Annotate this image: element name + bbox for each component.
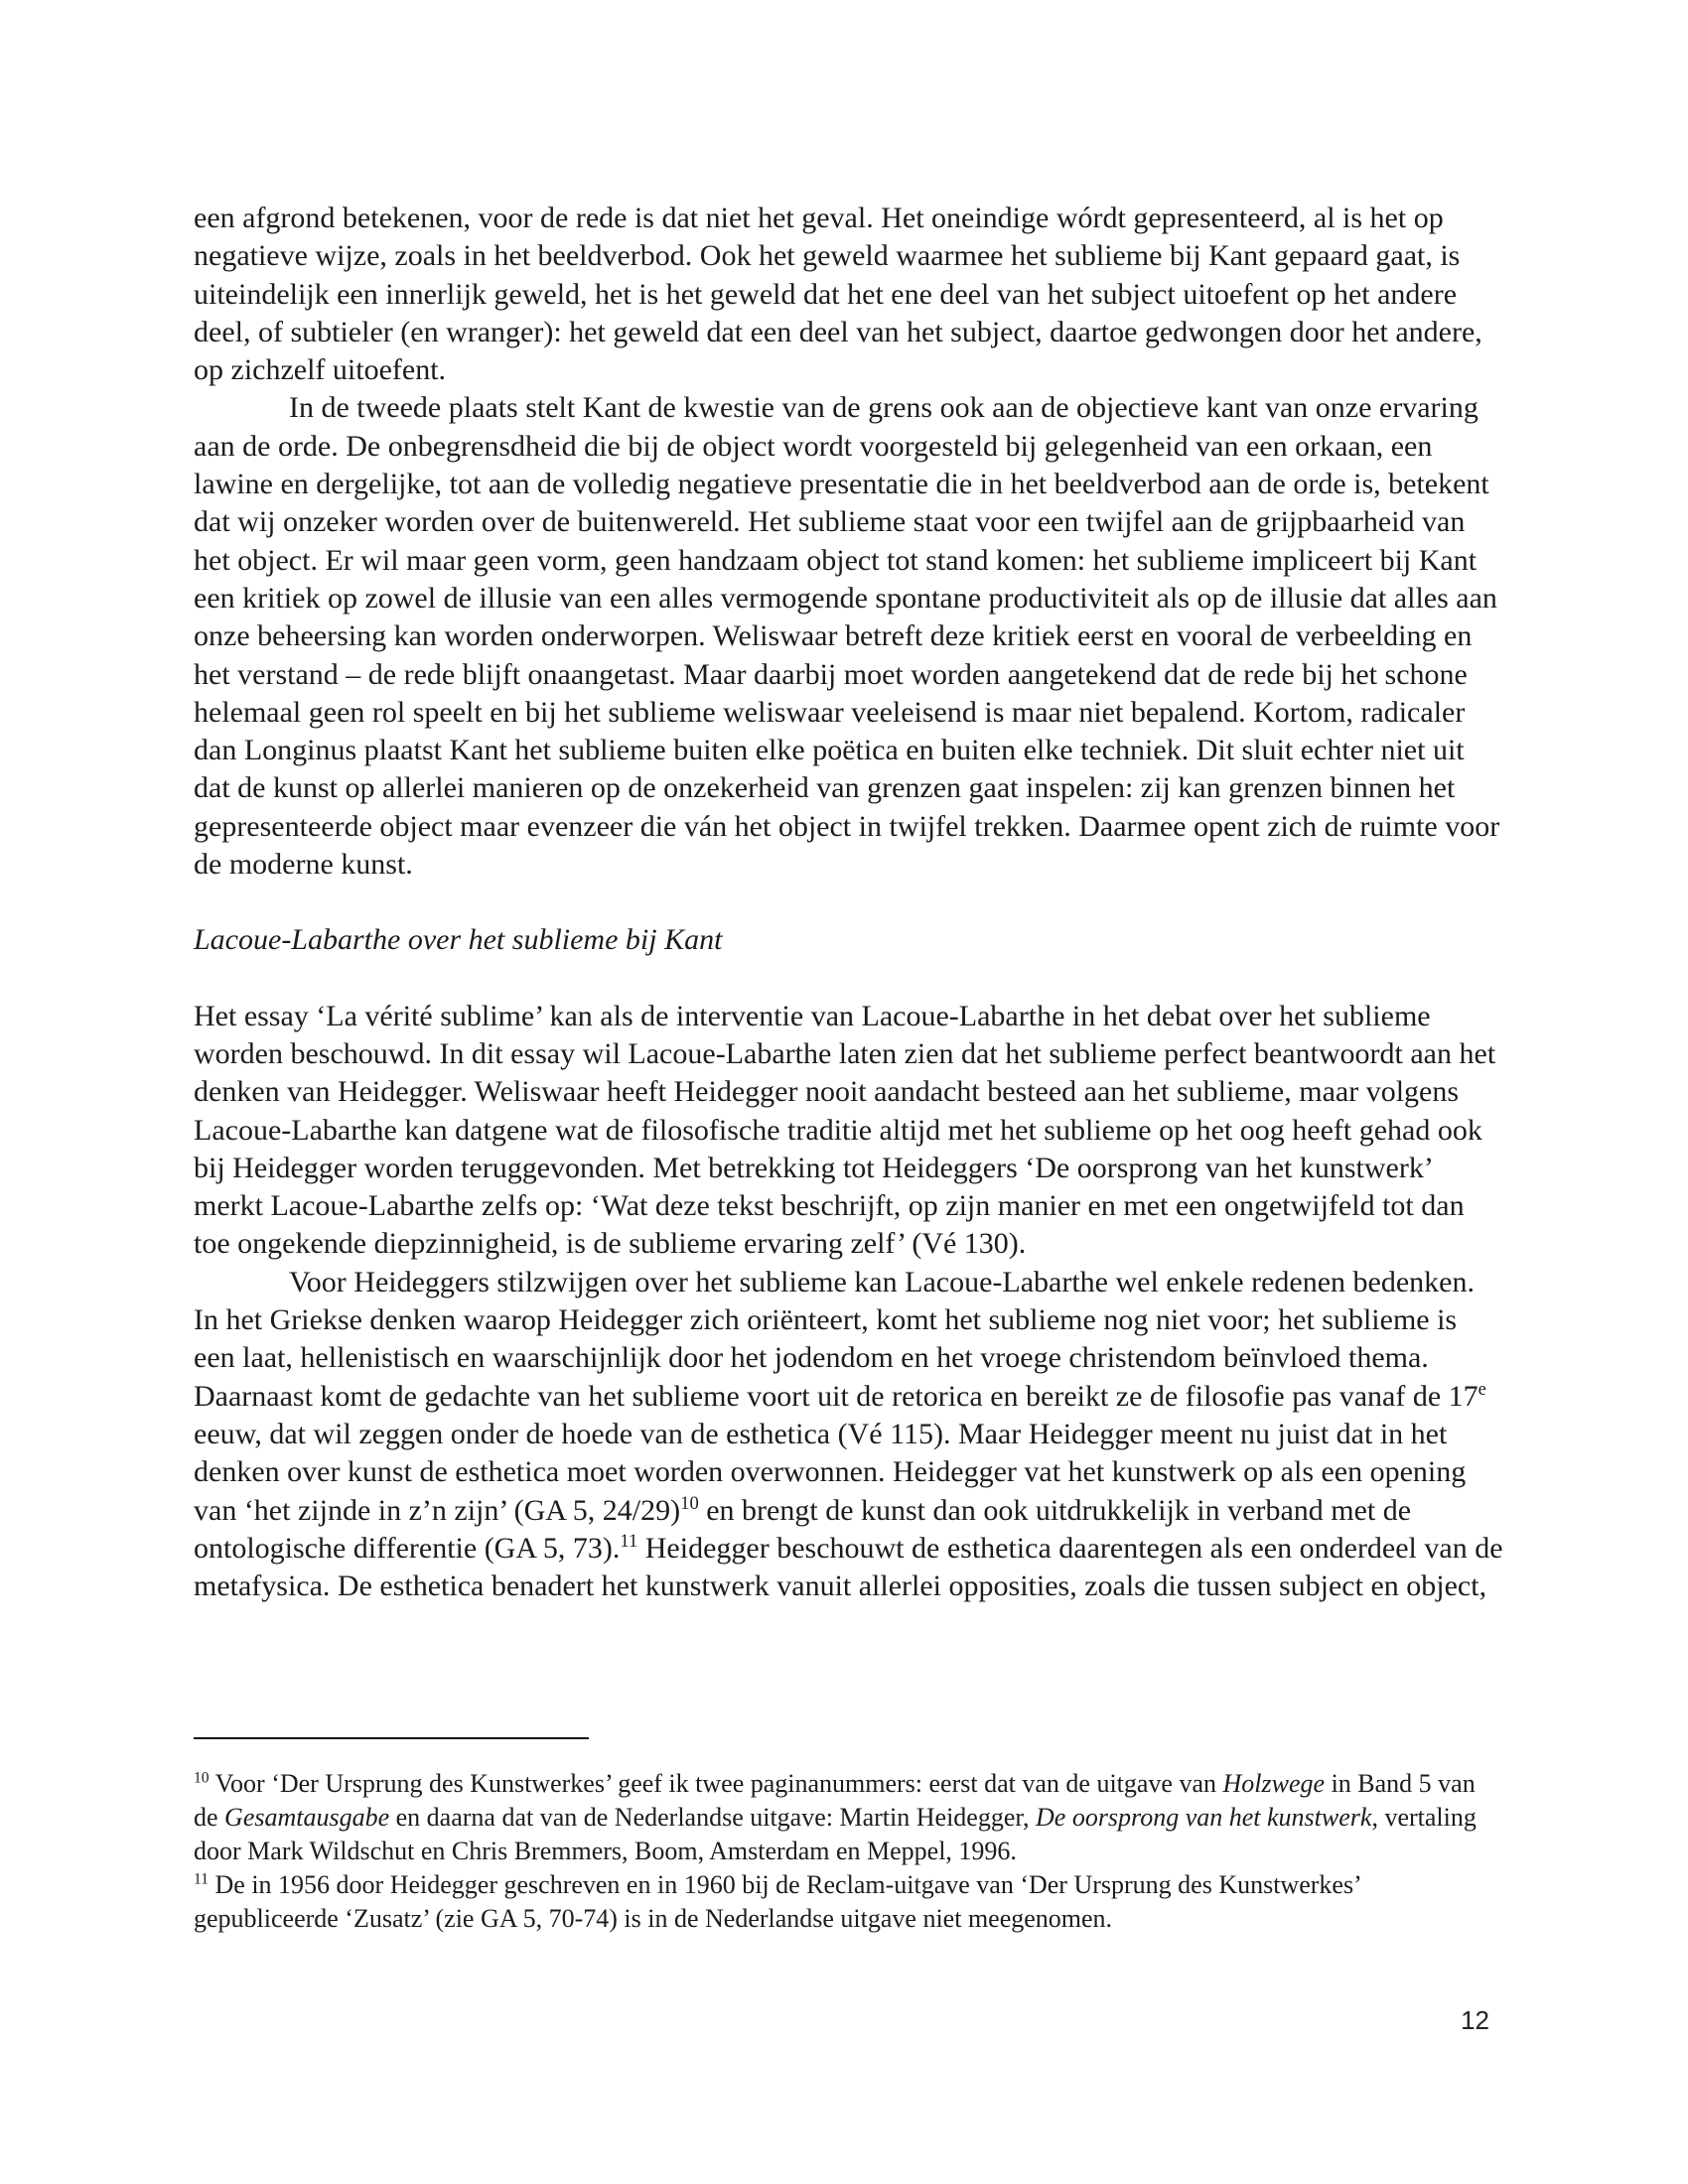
paragraph-3: Het essay ‘La vérité sublime’ kan als de interventie van Lacoue-Labarthe in het debat over het sublieme worden beschouwd. In dit essay wil Lacoue-Labarthe laten zien dat het sublieme perfect beantwoordt aan het denken van Heidegger. Weliswaar heeft Heidegger nooit aandacht besteed aan het sublieme, maar volgens Lacoue-Labarthe kan datgene wat de filosofische traditie altijd met het sublieme op het oog heeft gehad ook bij Heidegger worden teruggevonden. Met betrekking tot Heideggers ‘De oorsprong van het kunstwerk’ merkt Lacoue-Labarthe zelfs op: ‘Wat deze tekst beschrijft, op zijn manier en met een ongetwijfeld tot dan toe ongekende diepzinnigheid, is de sublieme ervaring zelf’ (Vé 130). [194, 999, 1496, 1261]
footnote-10-text-c: en daarna dat van de Nederlandse uitgave: Martin Heidegger, [389, 1803, 1036, 1832]
footnote-ref-10: 10 [680, 1492, 699, 1514]
page-number: 12 [1461, 2005, 1489, 2035]
footnote-10-text-b: in Band 5 van de [194, 1769, 1476, 1832]
paragraph-2: In de tweede plaats stelt Kant de kwestie van de grens ook aan de objectieve kant van onze ervaring aan de orde. De onbegrensdheid die bij de object wordt voorgesteld bij gelegenheid van een orkaan, een lawine en dergelijke, tot aan de volledig negatieve presentatie die in het beeldverbod aan de orde is, betekent dat wij onzeker worden over de buitenwereld. Het sublieme staat voor een twijfel aan de grijpbaarheid van het object. Er wil maar geen vorm, geen handzaam object tot stand komen: het sublieme impliceert bij Kant een kritiek op zowel de illusie van een alles vermogende spontane productiviteit als op de illusie dat alles aan onze beheersing kan worden onderworpen. Weliswaar betreft deze kritiek eerst en vooral de verbeelding en het verstand – de rede blijft onaangetast. Maar daarbij moet worden aangetekend dat de rede bij het schone helemaal geen rol speelt en bij het sublieme weliswaar veeleisend is maar niet bepalend. Kortom, radicaler dan Longinus plaatst Kant het sublieme buiten elke poëtica en buiten elke techniek. Dit sluit echter niet uit dat de kunst op allerlei manieren op de onzekerheid van grenzen gaat inspelen: zij kan grenzen binnen het gepresenteerde object maar evenzeer die ván het object in twijfel trekken. Daarmee opent zich de ruimte voor de moderne kunst. [194, 391, 1500, 882]
main-text [194, 200, 1504, 1605]
paragraph-4-text-2: eeuw, dat wil zeggen onder de hoede van de esthetica (Vé 115). Maar Heidegger meent nu juist dat in het denken over kunst de esthetica moet worden overwonnen. Heidegger vat het kunstwerk op als een opening van ‘het zijnde in z’n zijn’ (GA 5, 24/29) [194, 1417, 1467, 1527]
footnote-10-italic-title: De oorsprong van het kunstwerk [1036, 1803, 1372, 1832]
section-heading: Lacoue-Labarthe over het sublieme bij Kant [194, 923, 723, 957]
footnote-10 [194, 1767, 1504, 1868]
footnotes [194, 1767, 1504, 1936]
paragraph-1: een afgrond betekenen, voor de rede is dat niet het geval. Het oneindige wórdt gepresenteerd, al is het op negatieve wijze, zoals in het beeldverbod. Ook het geweld waarmee het sublieme bij Kant gepaard gaat, is uiteindelijk een innerlijk geweld, het is het geweld dat het ene deel van het subject uitoefent op het andere deel, of subtieler (en wranger): het geweld dat een deel van het subject, daartoe gedwongen door het andere, op zichzelf uitoefent. [194, 202, 1482, 387]
footnote-separator [194, 1737, 589, 1739]
footnote-11 [194, 1868, 1504, 1936]
footnote-10-text-a: Voor ‘Der Ursprung des Kunstwerkes’ geef ik twee paginanummers: eerst dat van de uitgave van [209, 1769, 1223, 1798]
footnote-10-italic-holzwege: Holzwege [1222, 1769, 1326, 1798]
footnote-10-italic-gesamtausgabe: Gesamtausgabe [224, 1803, 390, 1832]
paragraph-4-text-3: en brengt de kunst dan ook uitdrukkelijk in verband met de ontologische differentie (GA 5, 73). [194, 1493, 1412, 1565]
footnote-10-number: 10 [194, 1769, 210, 1787]
paragraph-4 [194, 1264, 1504, 1606]
footnote-11-text: De in 1956 door Heidegger geschreven en in 1960 bij de Reclam-uitgave van ‘Der Ursprung des Kunstwerkes’ gepubliceerde ‘Zusatz’ (zie GA 5, 70-74) is in de Nederlandse uitgave niet meegenomen. [194, 1870, 1360, 1933]
paragraph-4-text-1: Voor Heideggers stilzwijgen over het sublieme kan Lacoue-Labarthe wel enkele redenen bedenken. In het Griekse denken waarop Heidegger zich oriënteert, komt het sublieme nog niet voor; het sublieme is een laat, hellenistisch en waarschijnlijk door het jodendom en het vroege christendom beïnvloed thema. Daarnaast komt de gedachte van het sublieme voort uit de retorica en bereikt ze de filosofie pas vanaf de 17 [194, 1265, 1478, 1413]
footnote-11-number: 11 [194, 1870, 210, 1888]
superscript-e: e [1477, 1378, 1486, 1400]
footnote-10-text-d: , vertaling door Mark Wildschut en Chris Bremmers, Boom, Amsterdam en Meppel, 1996. [194, 1803, 1477, 1865]
footnote-ref-11: 11 [620, 1530, 638, 1552]
paragraph-4-text-4: Heidegger beschouwt de esthetica daarentegen als een onderdeel van de metafysica. De esthetica benadert het kunstwerk vanuit allerlei opposities, zoals die tussen subject en object, [194, 1531, 1503, 1603]
